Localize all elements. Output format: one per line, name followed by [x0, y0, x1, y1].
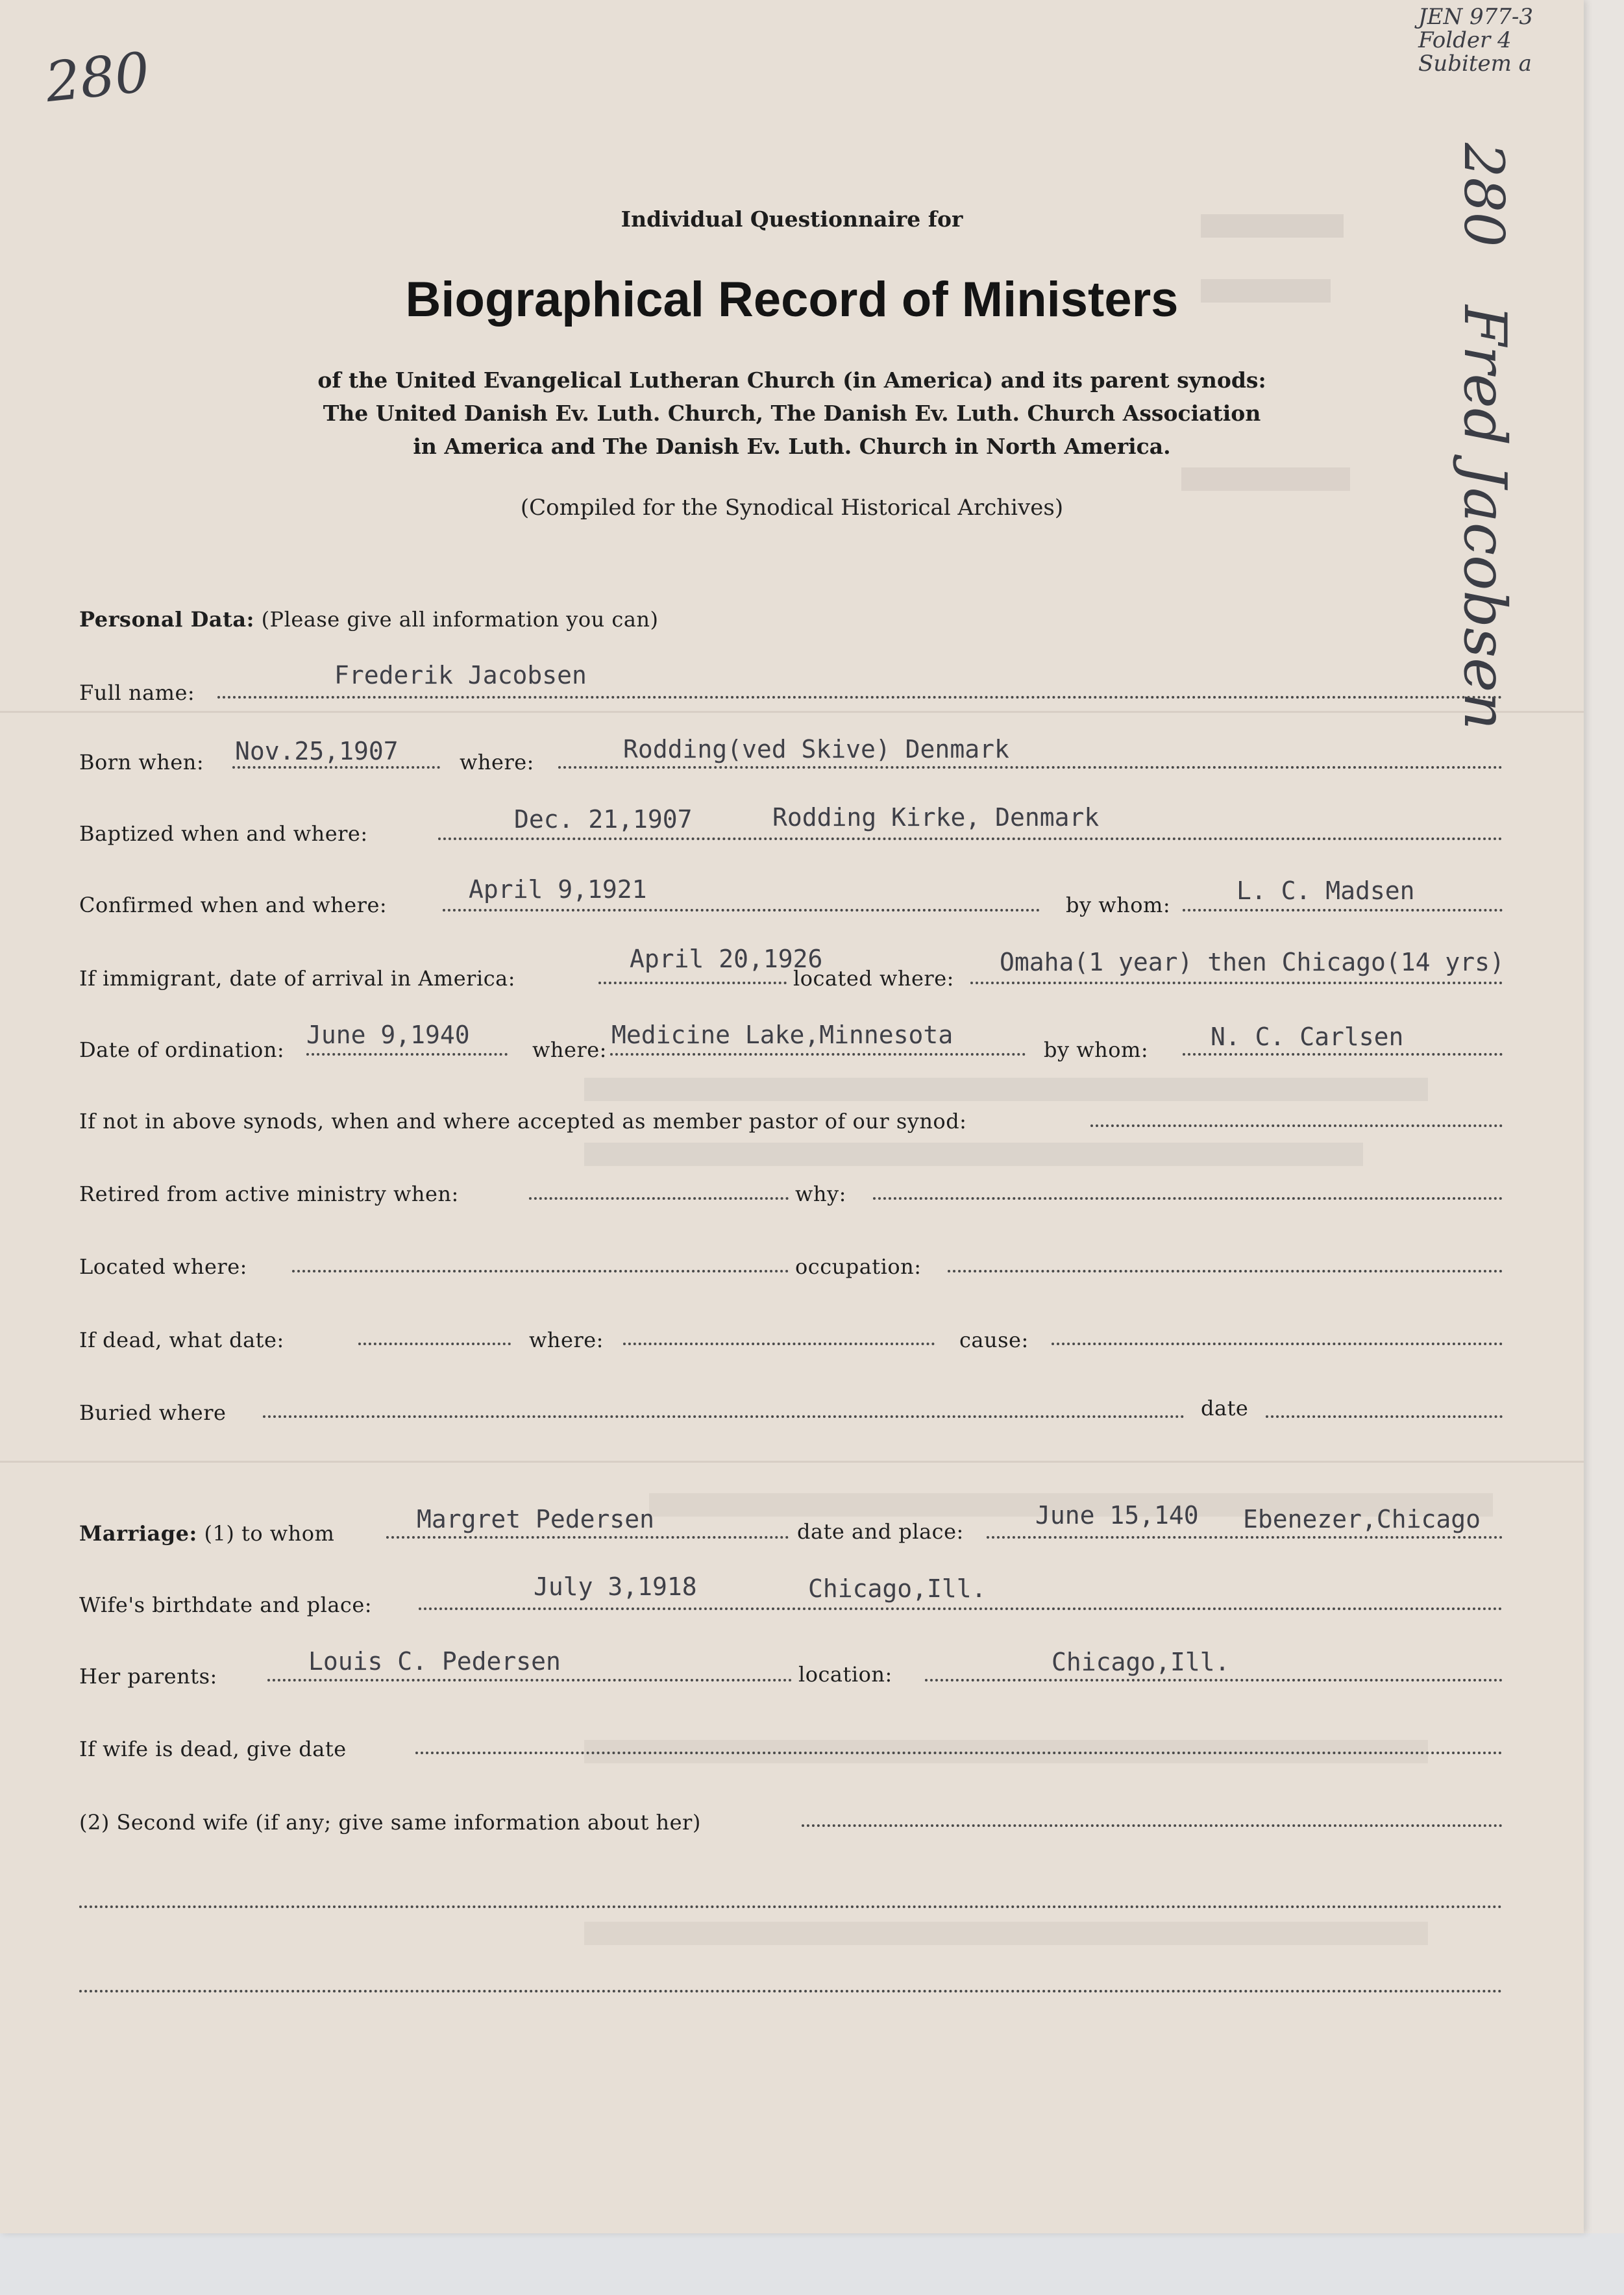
located-line [970, 982, 1503, 984]
archive-reference [1418, 5, 1533, 75]
subtitle-line: in America and The Danish Ev. Luth. Church in North America. [413, 434, 1171, 459]
born-where-value: Rodding(ved Skive) Denmark [623, 735, 1009, 763]
marriage-date-place-line [987, 1536, 1503, 1539]
archive-ref-line: Folder 4 [1418, 27, 1512, 53]
retired-why-line [873, 1197, 1503, 1200]
archive-ref-line: Subitem a [1418, 51, 1532, 77]
marriage-date-value: June 15,140 [1035, 1501, 1199, 1530]
accepted-member-line [1090, 1124, 1503, 1127]
second-wife-line-3 [79, 1990, 1503, 1992]
confirmed-by-label: by whom: [1066, 893, 1171, 917]
fold-line [0, 711, 1584, 713]
marriage-date-place-label: date and place: [797, 1519, 964, 1544]
bleed-through [584, 1922, 1428, 1945]
form-kicker: Individual Questionnaire for [621, 206, 963, 232]
personal-data-heading [79, 607, 659, 632]
section-label: Personal Data: [79, 607, 254, 632]
bleed-through [584, 1078, 1428, 1101]
born-when-label: Born when: [79, 750, 204, 775]
accepted-member-label: If not in above synods, when and where accepted as member pastor of our synod: [79, 1109, 967, 1134]
retired-label: Retired from active ministry when: [79, 1182, 459, 1206]
born-when-line [232, 766, 440, 769]
death-where-line [623, 1343, 935, 1345]
compiled-note: (Compiled for the Synodical Historical Archives) [520, 495, 1064, 521]
buried-label: Buried where [79, 1400, 227, 1425]
baptized-line [438, 837, 1503, 840]
full-name-label: Full name: [79, 680, 195, 705]
death-cause-label: cause: [959, 1328, 1029, 1352]
wife-death-label: If wife is dead, give date [79, 1737, 347, 1761]
retired-located-label: Located where: [79, 1254, 247, 1279]
confirmed-line [443, 909, 1040, 912]
death-date-line [358, 1343, 511, 1345]
handwritten-number: 280 [42, 40, 153, 115]
spouse-value: Margret Pedersen [417, 1505, 655, 1533]
born-where-label: where: [460, 750, 534, 775]
ordination-where-label: where: [532, 1037, 607, 1062]
marriage-place-value: Ebenezer,Chicago [1243, 1505, 1481, 1533]
buried-date-line [1266, 1415, 1503, 1418]
marriage-section-label: Marriage: [79, 1521, 197, 1546]
ordination-where-value: Medicine Lake,Minnesota [611, 1021, 953, 1049]
full-name-line [217, 696, 1503, 699]
handwritten-side-number: 280 [1452, 143, 1516, 247]
located-label: located where: [793, 966, 954, 991]
buried-where-line [263, 1415, 1185, 1418]
death-where-label: where: [529, 1328, 604, 1352]
parents-location-line [925, 1679, 1503, 1681]
baptized-label: Baptized when and where: [79, 821, 368, 846]
parents-line [267, 1679, 792, 1681]
second-wife-line [802, 1824, 1503, 1827]
ordination-by-value: N. C. Carlsen [1211, 1023, 1404, 1051]
spouse-line [386, 1536, 789, 1539]
parents-location-value: Chicago,Ill. [1052, 1648, 1230, 1676]
bleed-through [584, 1143, 1363, 1166]
subtitle-line: The United Danish Ev. Luth. Church, The Danish Ev. Luth. Church Association [323, 401, 1261, 426]
archive-ref-line: JEN 977-3 [1418, 4, 1534, 30]
marriage-heading [79, 1521, 334, 1546]
baptized-place-value: Rodding Kirke, Denmark [772, 803, 1100, 832]
occupation-line [948, 1270, 1503, 1272]
marriage-first-label: (1) to whom [204, 1521, 335, 1546]
parents-location-label: location: [798, 1662, 892, 1687]
born-where-line [558, 766, 1503, 769]
ordination-date-value: June 9,1940 [306, 1021, 470, 1049]
full-name-value: Frederik Jacobsen [334, 661, 587, 689]
scan-background [0, 2233, 1624, 2295]
confirmed-by-line [1183, 909, 1503, 912]
retired-located-line [292, 1270, 789, 1272]
baptized-date-value: Dec. 21,1907 [514, 805, 693, 834]
wife-birth-date-value: July 3,1918 [534, 1572, 697, 1601]
confirmed-label: Confirmed when and where: [79, 893, 388, 917]
form-subtitle [0, 364, 1584, 463]
confirmed-date-value: April 9,1921 [469, 875, 647, 904]
immigrant-date-value: April 20,1926 [630, 945, 823, 973]
wife-death-line [415, 1752, 1503, 1754]
subtitle-line: of the United Evangelical Lutheran Church (in America) and its parent synods: [317, 367, 1266, 393]
born-when-value: Nov.25,1907 [235, 737, 399, 765]
wife-birth-label: Wife's birthdate and place: [79, 1593, 373, 1617]
located-where-value: Omaha(1 year) then Chicago(14 yrs) [1000, 948, 1505, 976]
immigrant-label: If immigrant, date of arrival in America: [79, 966, 515, 991]
retired-when-line [529, 1197, 789, 1200]
bleed-through [1181, 467, 1350, 491]
death-date-label: If dead, what date: [79, 1328, 284, 1352]
confirmed-by-value: L. C. Madsen [1236, 876, 1415, 905]
fold-line [0, 1461, 1584, 1463]
wife-birth-place-value: Chicago,Ill. [808, 1574, 987, 1603]
second-wife-label: (2) Second wife (if any; give same information about her) [79, 1810, 701, 1835]
immigrant-line [598, 982, 787, 984]
ordination-by-line [1183, 1053, 1503, 1056]
death-cause-line [1052, 1343, 1503, 1345]
buried-date-label: date [1201, 1396, 1249, 1420]
occupation-label: occupation: [795, 1254, 922, 1279]
handwritten-side-name: Fred Jacobsen [1451, 305, 1519, 730]
wife-birth-line [419, 1607, 1503, 1610]
ordination-by-label: by whom: [1044, 1037, 1149, 1062]
form-title: Biographical Record of Ministers [405, 272, 1179, 327]
second-wife-line-2 [79, 1905, 1503, 1908]
ordination-label: Date of ordination: [79, 1037, 285, 1062]
ordination-date-line [306, 1053, 508, 1056]
ordination-where-line [610, 1053, 1026, 1056]
parents-value: Louis C. Pedersen [308, 1647, 561, 1676]
section-note: (Please give all information you can) [261, 607, 659, 632]
parents-label: Her parents: [79, 1664, 217, 1689]
retired-why-label: why: [795, 1182, 846, 1206]
